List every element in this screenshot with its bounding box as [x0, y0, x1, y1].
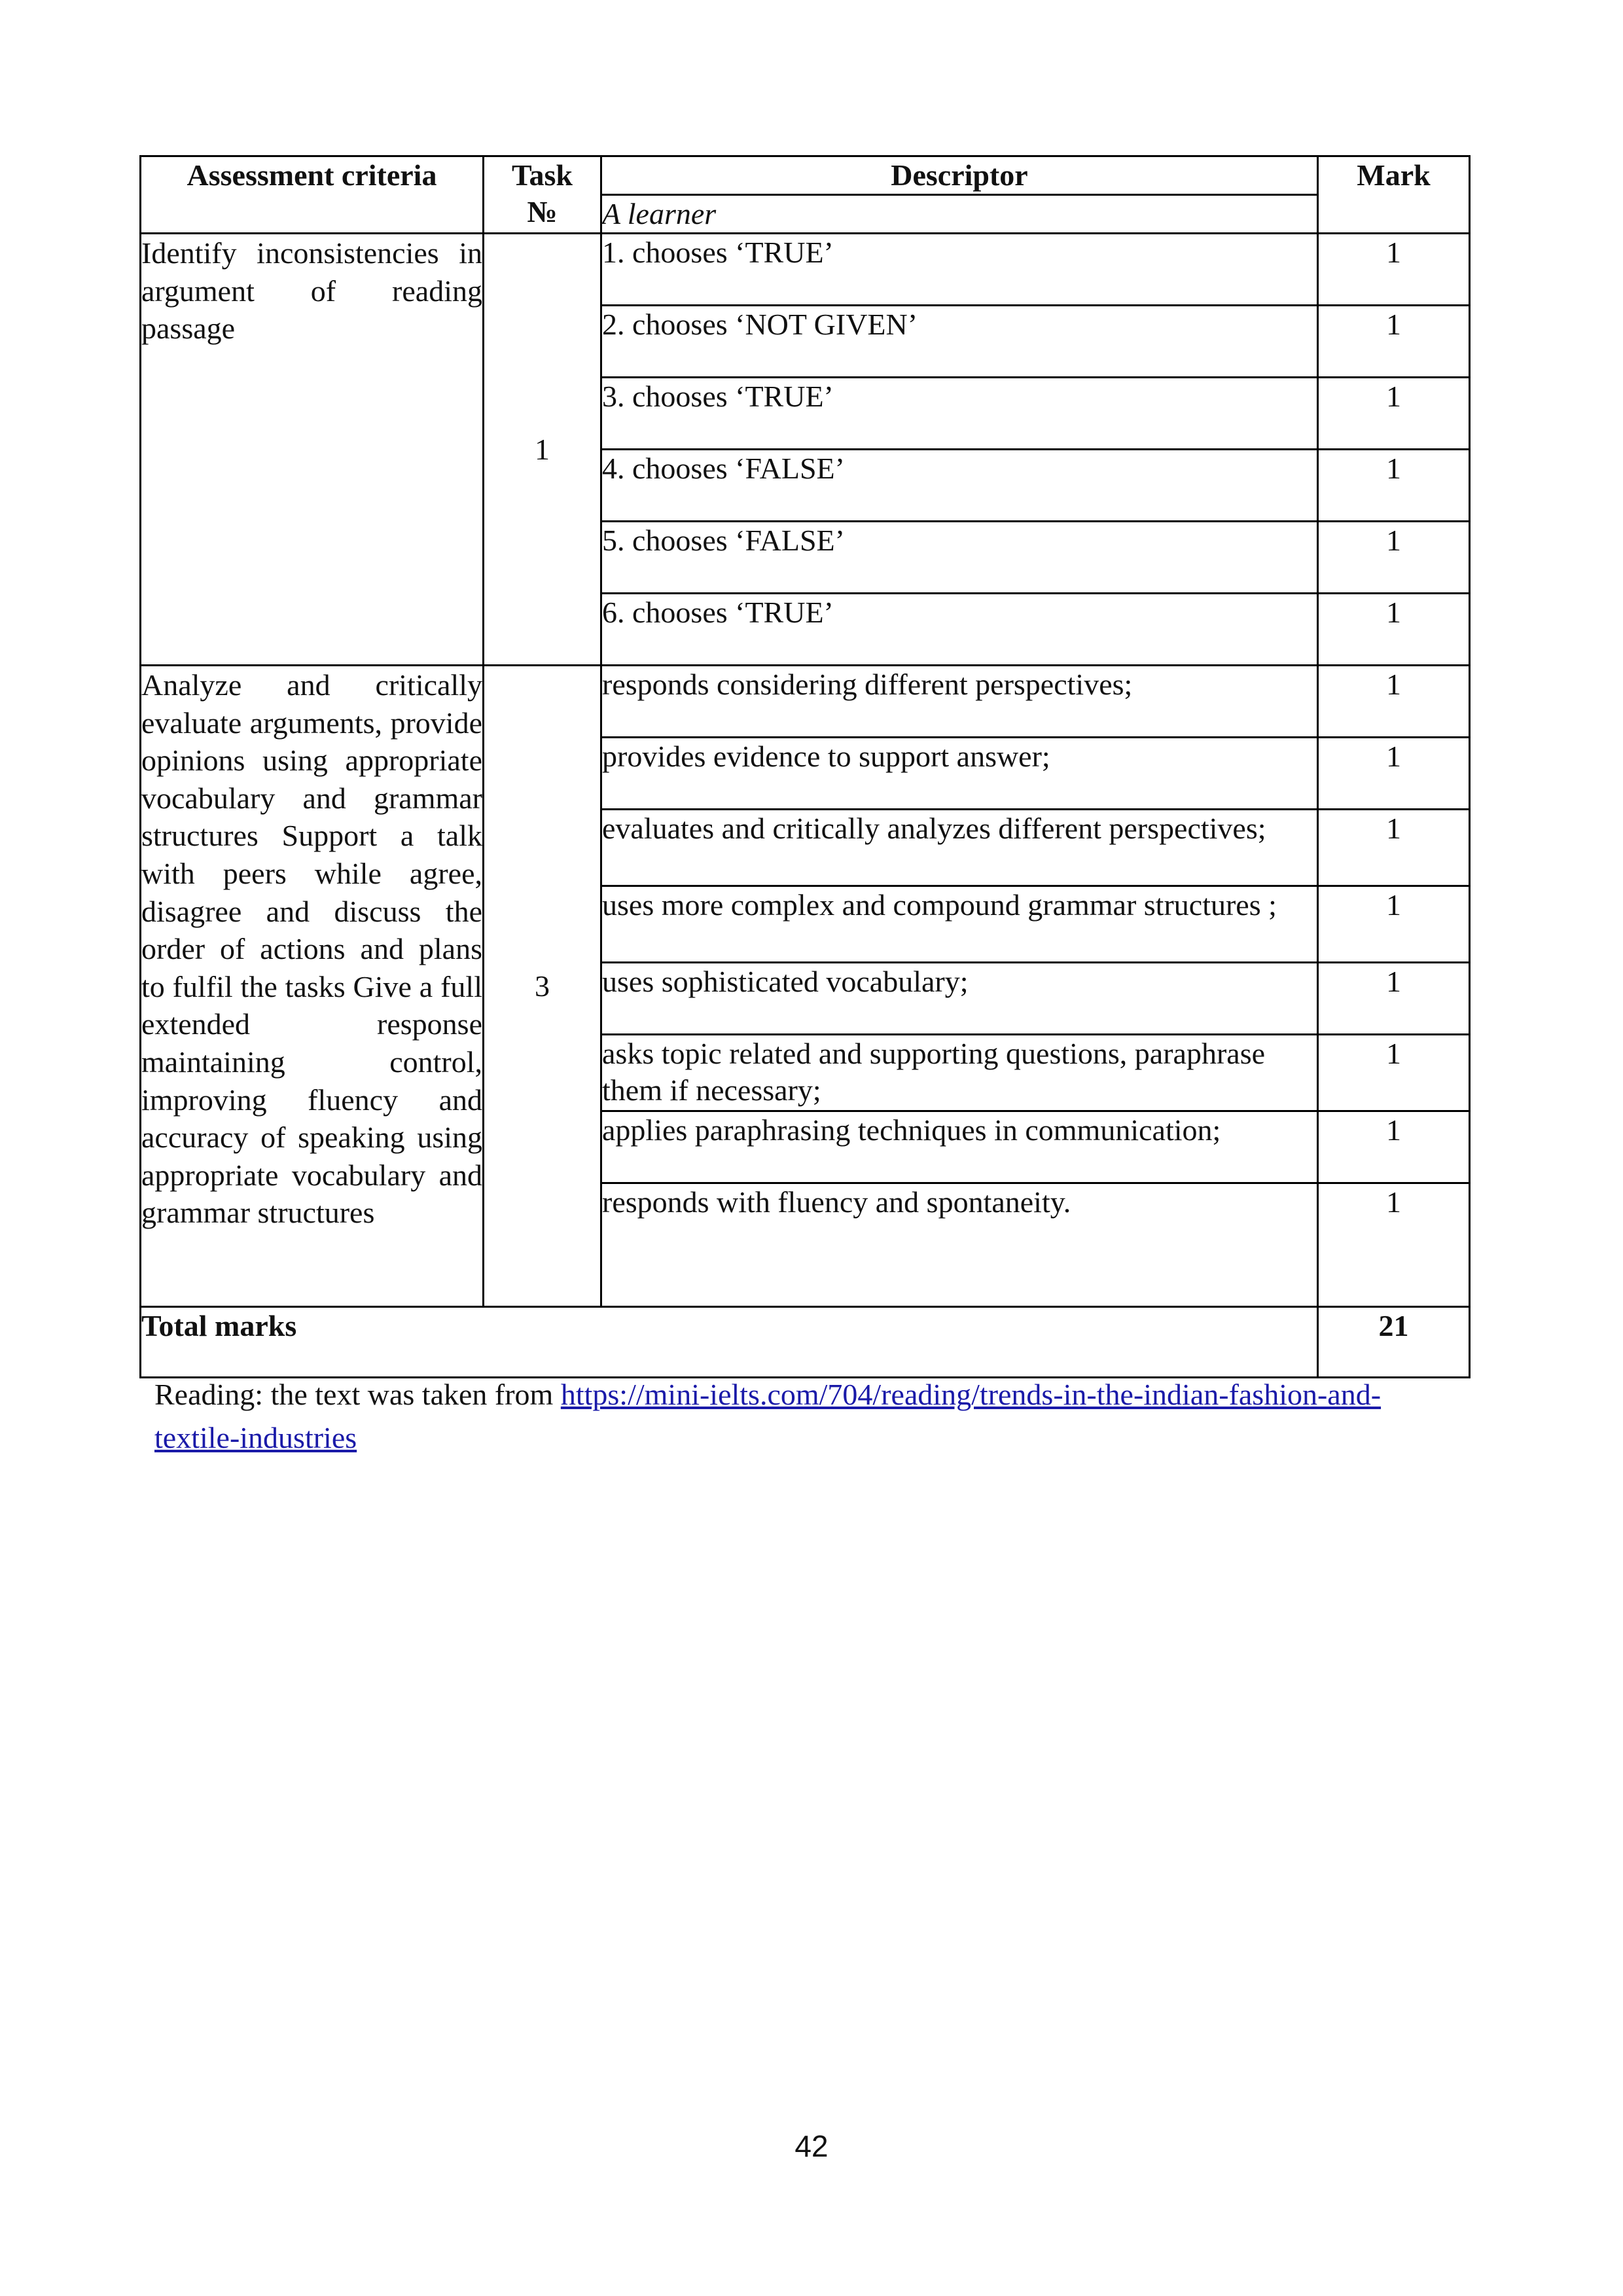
header-task-label: Task	[512, 158, 573, 192]
criteria-cell: Analyze and critically evaluate arguments, provide opinions using appropriate vocabulary and grammar structures Support a talk with peers while agree, disagree and discuss the order of actions and plans to fulfil the tasks Give a full extended response maintaining control, improving fluency and accuracy of speaking using appropriate vocabulary and grammar structures	[141, 666, 484, 1307]
mark-cell: 1	[1318, 306, 1470, 378]
descriptor-cell: 3. chooses ‘TRUE’	[601, 378, 1318, 450]
mark-cell: 1	[1318, 666, 1470, 738]
descriptor-cell: 1. chooses ‘TRUE’	[601, 234, 1318, 306]
header-descriptor: Descriptor	[601, 156, 1318, 195]
task-number-cell: 3	[484, 666, 601, 1307]
descriptor-cell: 5. chooses ‘FALSE’	[601, 522, 1318, 594]
descriptor-cell: responds considering different perspectives;	[601, 666, 1318, 738]
mark-cell: 1	[1318, 810, 1470, 886]
mark-cell: 1	[1318, 378, 1470, 450]
mark-cell: 1	[1318, 594, 1470, 666]
descriptor-cell: responds with fluency and spontaneity.	[601, 1183, 1318, 1307]
descriptor-cell: 2. chooses ‘NOT GIVEN’	[601, 306, 1318, 378]
total-marks-value: 21	[1318, 1307, 1470, 1378]
mark-cell: 1	[1318, 738, 1470, 810]
header-row	[141, 156, 1470, 195]
descriptor-cell: uses sophisticated vocabulary;	[601, 963, 1318, 1035]
descriptor-cell: uses more complex and compound grammar structures ;	[601, 886, 1318, 963]
mark-cell: 1	[1318, 886, 1470, 963]
mark-cell: 1	[1318, 1111, 1470, 1183]
mark-cell: 1	[1318, 450, 1470, 522]
descriptor-cell: 4. chooses ‘FALSE’	[601, 450, 1318, 522]
header-assessment-criteria: Assessment criteria	[141, 156, 484, 234]
source-link[interactable]: https://mini-ielts.com/704/reading/trends-in-the-indian-fashion-and-textile-industries	[154, 1378, 1382, 1454]
header-task-number-sign: №	[527, 195, 558, 228]
total-marks-label: Total marks	[141, 1307, 1318, 1378]
header-task	[484, 156, 601, 234]
descriptor-cell: applies paraphrasing techniques in communication;	[601, 1111, 1318, 1183]
table-row	[141, 666, 1470, 738]
table-row	[141, 234, 1470, 306]
header-mark: Mark	[1318, 156, 1470, 234]
mark-cell: 1	[1318, 234, 1470, 306]
header-a-learner: A learner	[601, 195, 1318, 234]
criteria-cell: Identify inconsistencies in argument of reading passage	[141, 234, 484, 666]
source-prefix: Reading: the text was taken from	[154, 1378, 561, 1411]
total-row	[141, 1307, 1470, 1378]
mark-cell: 1	[1318, 522, 1470, 594]
mark-cell: 1	[1318, 1035, 1470, 1111]
assessment-table	[139, 155, 1471, 1378]
descriptor-cell: evaluates and critically analyzes different perspectives;	[601, 810, 1318, 886]
mark-cell: 1	[1318, 963, 1470, 1035]
mark-cell: 1	[1318, 1183, 1470, 1307]
descriptor-cell: 6. chooses ‘TRUE’	[601, 594, 1318, 666]
descriptor-cell: provides evidence to support answer;	[601, 738, 1318, 810]
task-number-cell: 1	[484, 234, 601, 666]
page-number: 42	[794, 2129, 829, 2163]
source-note	[154, 1373, 1463, 1460]
descriptor-cell: asks topic related and supporting questions, paraphrase them if necessary;	[601, 1035, 1318, 1111]
